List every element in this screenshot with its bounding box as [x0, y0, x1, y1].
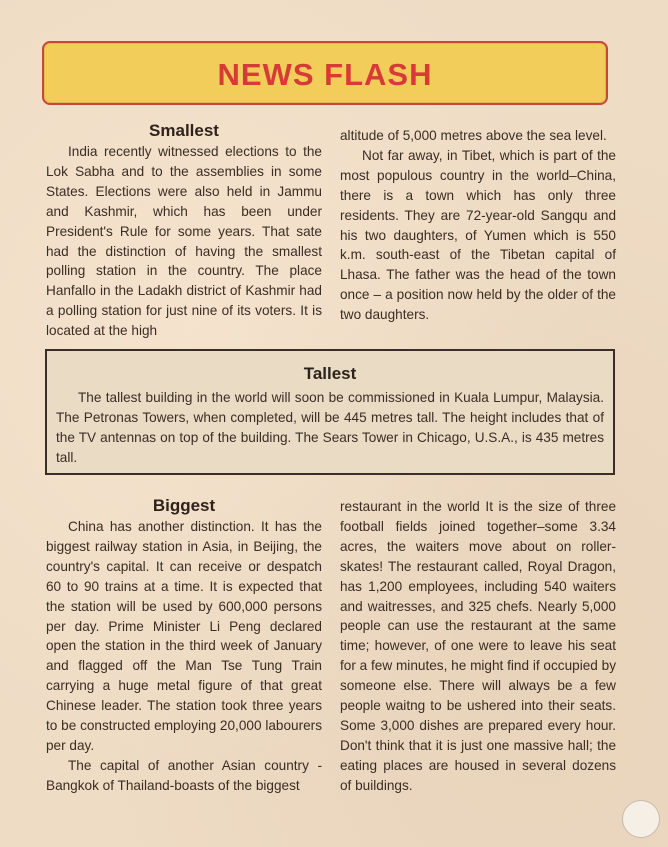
smallest-column-right [340, 126, 616, 325]
smallest-paragraph-2: altitude of 5,000 metres above the sea level. [340, 128, 607, 143]
watermark-seal-icon [622, 800, 660, 838]
tallest-box [45, 349, 615, 475]
smallest-heading: Smallest [149, 121, 219, 140]
biggest-heading: Biggest [152, 496, 216, 515]
biggest-paragraph-3: restaurant in the world It is the size of three football fields joined together–some 3.34 acres, the waiters move about on roller-skates! The restaurant called, Royal Dragon, has 1,200 employees, including 540 waiters and waitresses, and 325 chefs. Nearly 5,000 people can use the restaurant at the same time; however, of one were to leave his seat for a few minutes, he might find if occupied by someone else. There will always be a few people waitng to be ushered into their seats. Some 3,000 dishes are prepared every hour. Don't think that it is just one massive hall; the eating places are housed in several dozens of buildings. [340, 499, 616, 793]
biggest-column-left [46, 496, 322, 796]
tallest-text-container [56, 388, 604, 468]
tallest-heading: Tallest [303, 364, 357, 383]
smallest-paragraph-3: Not far away, in Tibet, which is part of the most populous country in the world–China, there is a town which has only three residents. They are 72-year-old Sangqu and his two daughters, of Yumen which is 550 k.m. south-east of the Tibetan capital of Lhasa. The father was the head of the town once – a position now held by the older of the two daughters. [340, 147, 616, 323]
biggest-column-right [340, 497, 616, 796]
banner-title: NEWS FLASH [217, 57, 433, 92]
smallest-paragraph-1: India recently witnessed elections to the Lok Sabha and to the assemblies in some States. Elections were also held in Jammu and Kashmir, which has been under President's Rule for some years. That sate had the distinction of having the smallest polling station in the country. The place Hanfallo in the Ladakh district of Kashmir had a polling station for just nine of its voters. It is located at the high [46, 144, 322, 339]
smallest-column-left [46, 121, 322, 341]
biggest-paragraph-1: China has another distinction. It has the biggest railway station in Asia, in Beijing, the country's capital. It can receive or despatch 60 to 90 trains at a time. It is expected that the station will be used by 600,000 persons per day. Prime Minister Li Peng declared open the station in the third week of January and flagged off the Man Tse Tung Train carrying a huge metal figure of that great Chinese leader. The station took three years to be constructed employing 20,000 labourers per day. [46, 519, 322, 753]
news-flash-banner [42, 41, 608, 105]
biggest-paragraph-2: The capital of another Asian country - Bangkok of Thailand-boasts of the biggest [46, 757, 322, 793]
tallest-paragraph: The tallest building in the world will soon be commissioned in Kuala Lumpur, Malaysia. The Petronas Towers, when completed, will be 445 metres tall. The height includes that of the TV antennas on top of the building. The Sears Tower in Chicago, U.S.A., is 435 metres tall. [56, 390, 604, 465]
